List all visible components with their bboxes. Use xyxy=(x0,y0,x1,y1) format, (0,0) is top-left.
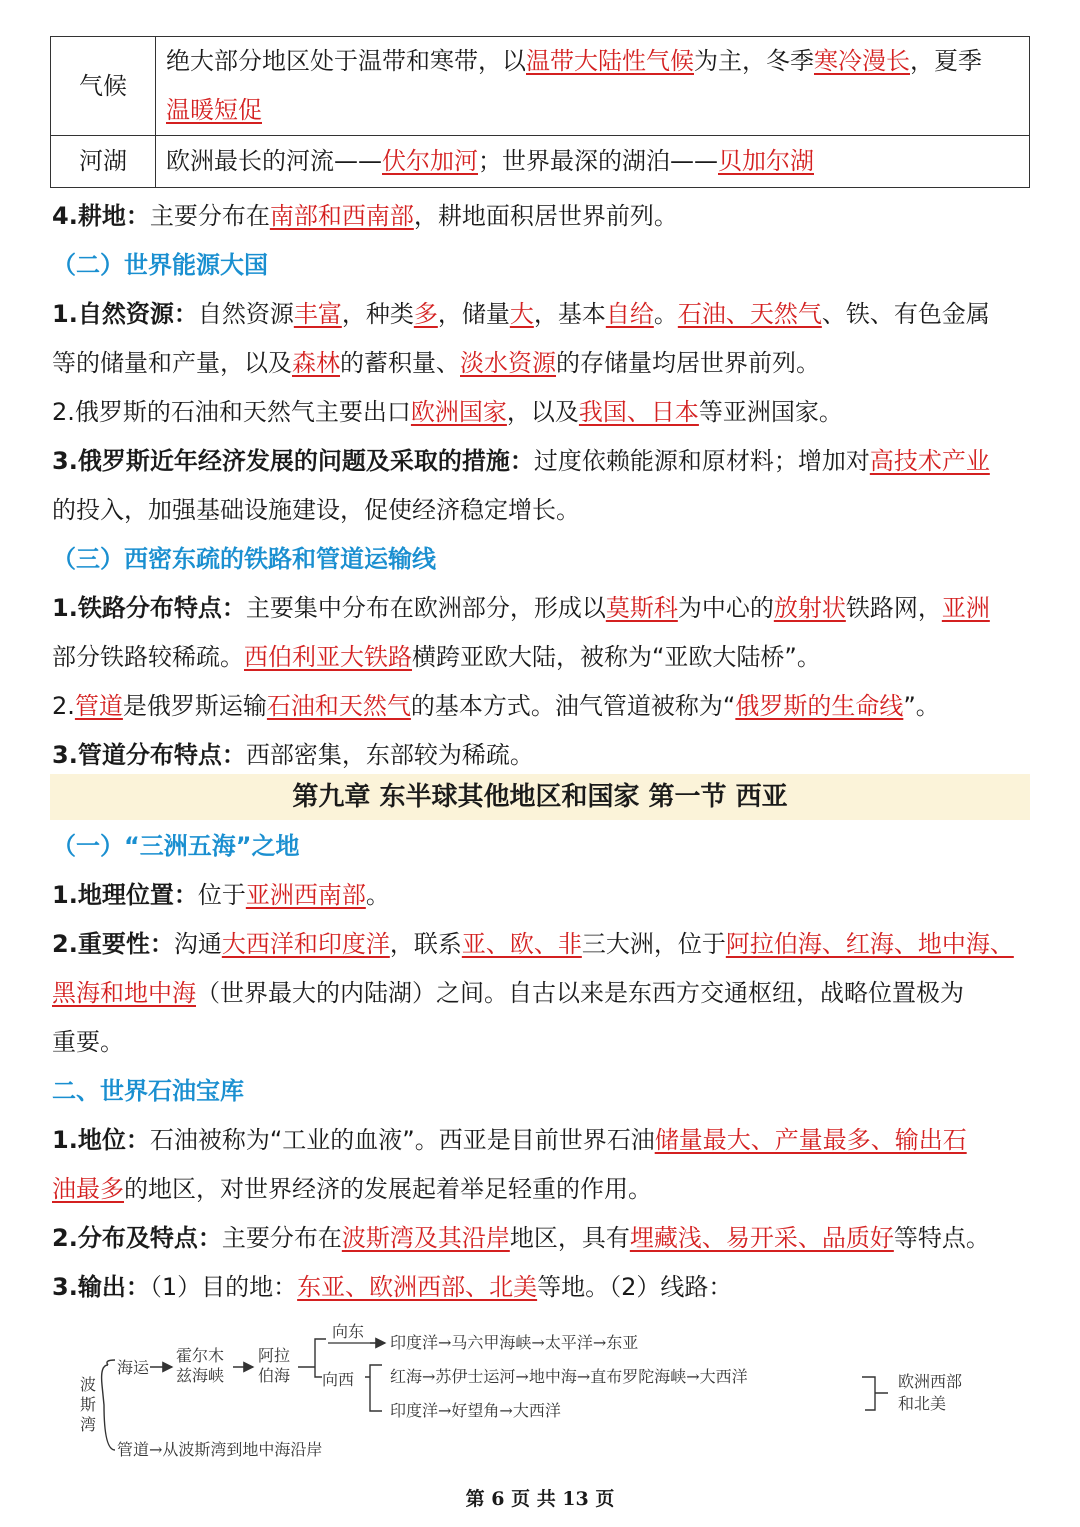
text-span: 的投入，加强基础设施建设，促使经济稳定增长。 xyxy=(52,496,580,524)
text-span: 西部密集，东部较为稀疏。 xyxy=(245,741,534,769)
key-term: 亚、欧、非 xyxy=(461,930,582,958)
item-heading: 1.铁路分布特点： xyxy=(52,594,246,622)
text-span: ，联系 xyxy=(389,930,462,958)
text-span: 2.俄罗斯的石油和天然气主要出口 xyxy=(52,398,411,426)
text-line xyxy=(52,339,1032,388)
hormuz-label: 霍尔木兹海峡 xyxy=(176,1346,225,1385)
text-span: 二、世界石油宝库 xyxy=(52,1077,244,1105)
key-term: 油最多 xyxy=(52,1175,124,1203)
text-span: 位于 xyxy=(197,881,246,909)
key-term: 大西洋和印度洋 xyxy=(221,930,390,958)
key-term: 石油和天然气 xyxy=(266,692,411,720)
text-span: 绝大部分地区处于温带和寒带，以 xyxy=(166,47,526,75)
row-key: 气候 xyxy=(51,37,156,136)
arabian-label: 阿拉伯海 xyxy=(258,1346,291,1385)
item-heading: 1.地理位置： xyxy=(52,881,198,909)
text-line xyxy=(52,1116,1032,1165)
text-span: （三）西密东疏的铁路和管道运输线 xyxy=(52,545,436,573)
key-term: 黑海和地中海 xyxy=(52,979,196,1007)
text-span: （一）“三洲五海”之地 xyxy=(52,832,300,860)
key-term: 埋藏浅、易开采、品质好 xyxy=(629,1224,894,1252)
text-span: 2. xyxy=(52,692,75,720)
text-span: （1）目的地： xyxy=(149,1273,298,1301)
key-term: 放射状 xyxy=(773,594,846,622)
section-heading xyxy=(52,535,1032,584)
text-span: 等地。（2）线路： xyxy=(537,1273,733,1301)
text-line xyxy=(52,584,1032,633)
text-line xyxy=(52,871,1032,920)
text-span: 等特点。 xyxy=(893,1224,990,1252)
key-term: 莫斯科 xyxy=(605,594,678,622)
text-span: 欧洲最长的河流—— xyxy=(166,147,382,175)
text-span: 过度依赖能源和原材料；增加对 xyxy=(533,447,870,475)
text-span: 为主，冬季 xyxy=(694,47,814,75)
text-span: 的存储量均居世界前列。 xyxy=(556,349,820,377)
text-line xyxy=(52,1018,1032,1067)
text-span: 石油被称为“工业的血液”。西亚是目前世界石油 xyxy=(149,1126,655,1154)
key-term: 波斯湾及其沿岸 xyxy=(341,1224,510,1252)
text-span: ”。 xyxy=(903,692,940,720)
item-heading: 1.地位： xyxy=(52,1126,150,1154)
row-value xyxy=(156,37,1030,136)
text-span: ，耕地面积居世界前列。 xyxy=(413,202,678,230)
text-span: 部分铁路较稀疏。 xyxy=(52,643,244,671)
text-span: ，以及 xyxy=(506,398,579,426)
text-span: 三大洲，位于 xyxy=(581,930,726,958)
text-line xyxy=(52,682,1032,731)
item-heading: 3.输出： xyxy=(52,1273,150,1301)
text-span: 。 xyxy=(653,300,678,328)
text-line xyxy=(52,192,1032,241)
text-span: 沟通 xyxy=(173,930,222,958)
text-span: 等的储量和产量，以及 xyxy=(52,349,292,377)
key-term: 自给 xyxy=(605,300,654,328)
key-term: 俄罗斯的生命线 xyxy=(735,692,904,720)
text-line xyxy=(52,1214,1032,1263)
origin-label: 波斯湾 xyxy=(80,1375,97,1434)
key-term: 高技术产业 xyxy=(869,447,990,475)
key-term: 淡水资源 xyxy=(460,349,556,377)
text-span: （世界最大的内陆湖）之间。自古以来是东西方交通枢纽，战略位置极为 xyxy=(196,979,964,1007)
west-route-2: 印度洋→好望角→大西洋 xyxy=(390,1401,561,1420)
west-route-1: 红海→苏伊士运河→地中海→直布罗陀海峡→大西洋 xyxy=(390,1367,748,1386)
item-heading: 2.重要性： xyxy=(52,930,174,958)
text-span: （二）世界能源大国 xyxy=(52,251,268,279)
item-heading: 4.耕地： xyxy=(52,202,150,230)
row-key: 河湖 xyxy=(51,136,156,188)
key-term: 阿拉伯海、红海、地中海、 xyxy=(725,930,1014,958)
key-term: 伏尔加河 xyxy=(382,147,478,175)
east-label: 向东 xyxy=(332,1322,365,1341)
key-term: 储量最大、产量最多、输出石 xyxy=(654,1126,967,1154)
destination-label: 欧洲西部和北美 xyxy=(898,1372,963,1413)
text-span: 是俄罗斯运输 xyxy=(122,692,267,720)
text-span: ，种类 xyxy=(341,300,414,328)
key-term: 亚洲 xyxy=(941,594,990,622)
key-term: 南部和西南部 xyxy=(269,202,414,230)
text-span: 的蓄积量、 xyxy=(340,349,460,377)
text-span: 为中心的 xyxy=(677,594,774,622)
key-term: 管道 xyxy=(74,692,123,720)
section-heading xyxy=(52,1067,1032,1116)
text-span: 主要分布在 xyxy=(221,1224,342,1252)
text-span: 等亚洲国家。 xyxy=(698,398,843,426)
key-term: 寒冷漫长 xyxy=(814,47,910,75)
text-span: 地区，具有 xyxy=(509,1224,630,1252)
text-line xyxy=(52,731,1032,780)
item-heading: 2.分布及特点： xyxy=(52,1224,222,1252)
section-heading xyxy=(52,822,1032,871)
text-span: 自然资源 xyxy=(197,300,294,328)
table-row xyxy=(51,136,1030,188)
text-line xyxy=(52,388,1032,437)
key-term: 大 xyxy=(509,300,534,328)
text-span: ，夏季 xyxy=(910,47,982,75)
text-line xyxy=(52,437,1032,486)
key-term: 温暖短促 xyxy=(166,96,262,124)
item-heading: 3.管道分布特点： xyxy=(52,741,246,769)
key-term: 温带大陆性气候 xyxy=(526,47,694,75)
text-span: 主要分布在 xyxy=(149,202,270,230)
text-span: 的地区，对世界经济的发展起着举足轻重的作用。 xyxy=(124,1175,652,1203)
key-term: 我国、日本 xyxy=(578,398,699,426)
row-value xyxy=(156,136,1030,188)
text-span: ，基本 xyxy=(533,300,606,328)
text-span: 重要。 xyxy=(52,1028,124,1056)
pipe-route: 管道→从波斯湾到地中海沿岸 xyxy=(117,1440,323,1459)
text-line xyxy=(52,1263,1032,1312)
key-term: 贝加尔湖 xyxy=(718,147,814,175)
table-row xyxy=(51,37,1030,136)
east-route: 印度洋→马六甲海峡→太平洋→东亚 xyxy=(390,1333,639,1352)
key-term: 多 xyxy=(413,300,438,328)
text-line xyxy=(52,633,1032,682)
key-term: 丰富 xyxy=(293,300,342,328)
chapter-title: 第九章 东半球其他地区和国家 第一节 西亚 xyxy=(50,774,1030,820)
section-heading xyxy=(52,241,1032,290)
key-term: 欧洲国家 xyxy=(410,398,507,426)
text-line xyxy=(52,290,1032,339)
key-term: 亚洲西南部 xyxy=(245,881,366,909)
key-term: 石油、天然气 xyxy=(677,300,822,328)
text-span: ，储量 xyxy=(437,300,510,328)
oil-route-diagram xyxy=(70,1315,1010,1465)
item-heading: 3.俄罗斯近年经济发展的问题及采取的措施： xyxy=(52,447,534,475)
page-footer: 第 6 页 共 13 页 xyxy=(465,1488,615,1510)
text-span: 主要集中分布在欧洲部分，形成以 xyxy=(245,594,606,622)
text-span: 铁路网， xyxy=(845,594,942,622)
key-term: 森林 xyxy=(292,349,340,377)
item-heading: 1.自然资源： xyxy=(52,300,198,328)
text-line xyxy=(52,920,1032,969)
text-line xyxy=(52,1165,1032,1214)
west-label: 向西 xyxy=(322,1370,355,1389)
text-span: 、铁、有色金属 xyxy=(821,300,990,328)
key-term: 东亚、欧洲西部、北美 xyxy=(297,1273,538,1301)
text-span: 横跨亚欧大陆，被称为“亚欧大陆桥”。 xyxy=(412,643,821,671)
sea-route-label: 海运 xyxy=(117,1358,150,1377)
text-line xyxy=(52,486,1032,535)
text-span: 的基本方式。油气管道被称为“ xyxy=(410,692,736,720)
key-term: 西伯利亚大铁路 xyxy=(244,643,412,671)
climate-table xyxy=(50,36,1030,188)
text-line xyxy=(52,969,1032,1018)
text-span: ；世界最深的湖泊—— xyxy=(478,147,718,175)
text-span: 。 xyxy=(365,881,390,909)
